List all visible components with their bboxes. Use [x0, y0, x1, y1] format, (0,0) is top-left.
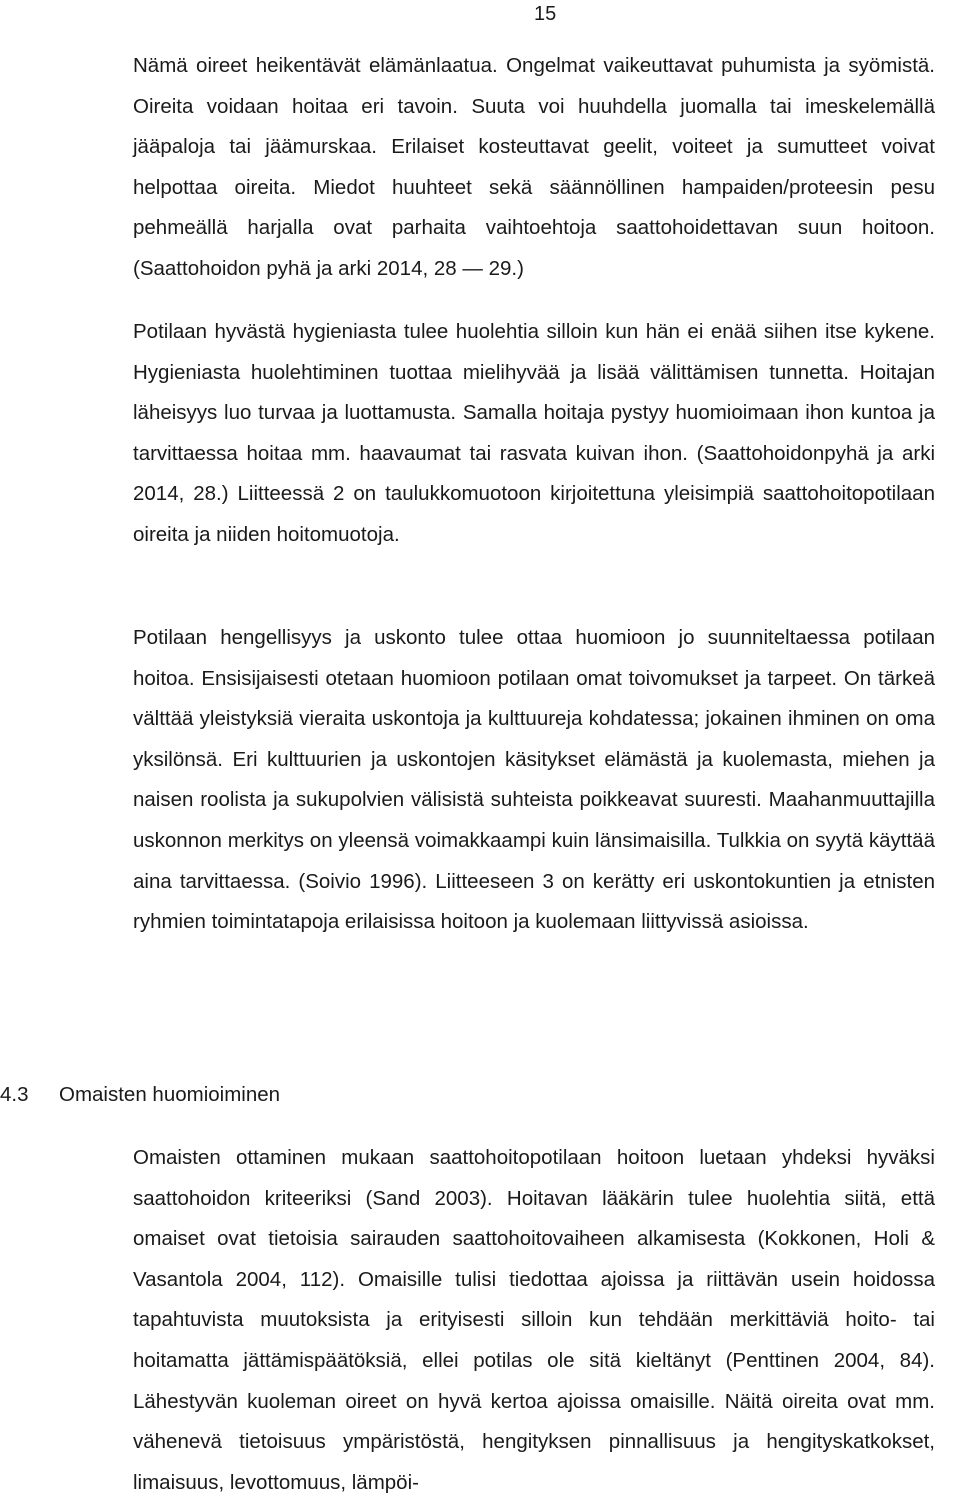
paragraph-family-consideration: Omaisten ottaminen mukaan saattohoitopotilaan hoitoon luetaan yhdeksi hyväksi saattohoidon kriteeriksi (Sand 2003). Hoitavan lääkärin tulee huolehtia siitä, että omaiset ovat tietoisia sairauden saattohoitovaiheen alkamisesta (Kokkonen, Holi & Vasantola 2004, 112). Omaisille tulisi tiedottaa ajoissa ja riittävän usein hoidossa tapahtuvista muutoksista ja erityisesti silloin kun tehdään merkittäviä hoito- tai hoitamatta jättämispäätöksiä, ellei potilas ole sitä kieltänyt (Penttinen 2004, 84). Lähestyvän kuoleman oireet on hyvä kertoa ajoissa omaisille. Näitä oireita ovat mm. vähenevä tietoisuus ympäristöstä, hengityksen pinnallisuus ja hengityskatkokset, limaisuus, levottomuus, lämpöi-	[133, 1146, 935, 1494]
section-number: 4.3	[0, 1083, 29, 1106]
paragraph-hygiene: Potilaan hyvästä hygieniasta tulee huolehtia silloin kun hän ei enää siihen itse kykene. Hygieniasta huolehtiminen tuottaa mielihyvää ja lisää välittämisen tunnetta. Hoitajan läheisyys luo turvaa ja luottamusta. Samalla hoitaja pystyy huomioimaan ihon kuntoa ja tarvittaessa hoitaa mm. haavaumat tai rasvata kuivan ihon. (Saattohoidonpyhä ja arki 2014, 28.) Liitteessä 2 on taulukkomuotoon kirjoitettuna yleisimpiä saattohoitopotilaan oireita ja niiden hoitomuotoja.	[133, 320, 935, 546]
paragraph-mouth-care: Nämä oireet heikentävät elämänlaatua. Ongelmat vaikeuttavat puhumista ja syömistä. Oireita voidaan hoitaa eri tavoin. Suuta voi huuhdella juomalla tai imeskelemällä jääpaloja tai jäämurskaa. Erilaiset kosteuttavat geelit, voiteet ja sumutteet voivat helpottaa oireita. Miedot huuhteet sekä säännöllinen hampaiden/proteesin pesu pehmeällä harjalla ovat parhaita vaihtoehtoja saattohoidettavan suun hoitoon. (Saattohoidon pyhä ja arki 2014, 28 — 29.)	[133, 54, 935, 280]
paragraph-spirituality: Potilaan hengellisyys ja uskonto tulee ottaa huomioon jo suunniteltaessa potilaan hoitoa. Ensisijaisesti otetaan huomioon potilaan omat toivomukset ja tarpeet. On tärkeä välttää yleistyksiä vieraita uskontoja ja kulttuureja kohdatessa; jokainen ihminen on oma yksilönsä. Eri kulttuurien ja uskontojen käsitykset elämästä ja kuolemasta, miehen ja naisen roolista ja sukupolvien välisistä suhteista poikkeavat suuresti. Maahanmuuttajilla uskonnon merkitys on yleensä voimakkaampi kuin länsimaisilla. Tulkkia on syytä käyttää aina tarvittaessa. (Soivio 1996). Liitteeseen 3 on kerätty eri uskontokuntien ja etnisten ryhmien toimintatapoja erilaisissa hoitoon ja kuolemaan liittyvissä asioissa.	[133, 626, 935, 934]
section-title: Omaisten huomioiminen	[59, 1083, 281, 1106]
page-number: 15	[534, 3, 557, 25]
